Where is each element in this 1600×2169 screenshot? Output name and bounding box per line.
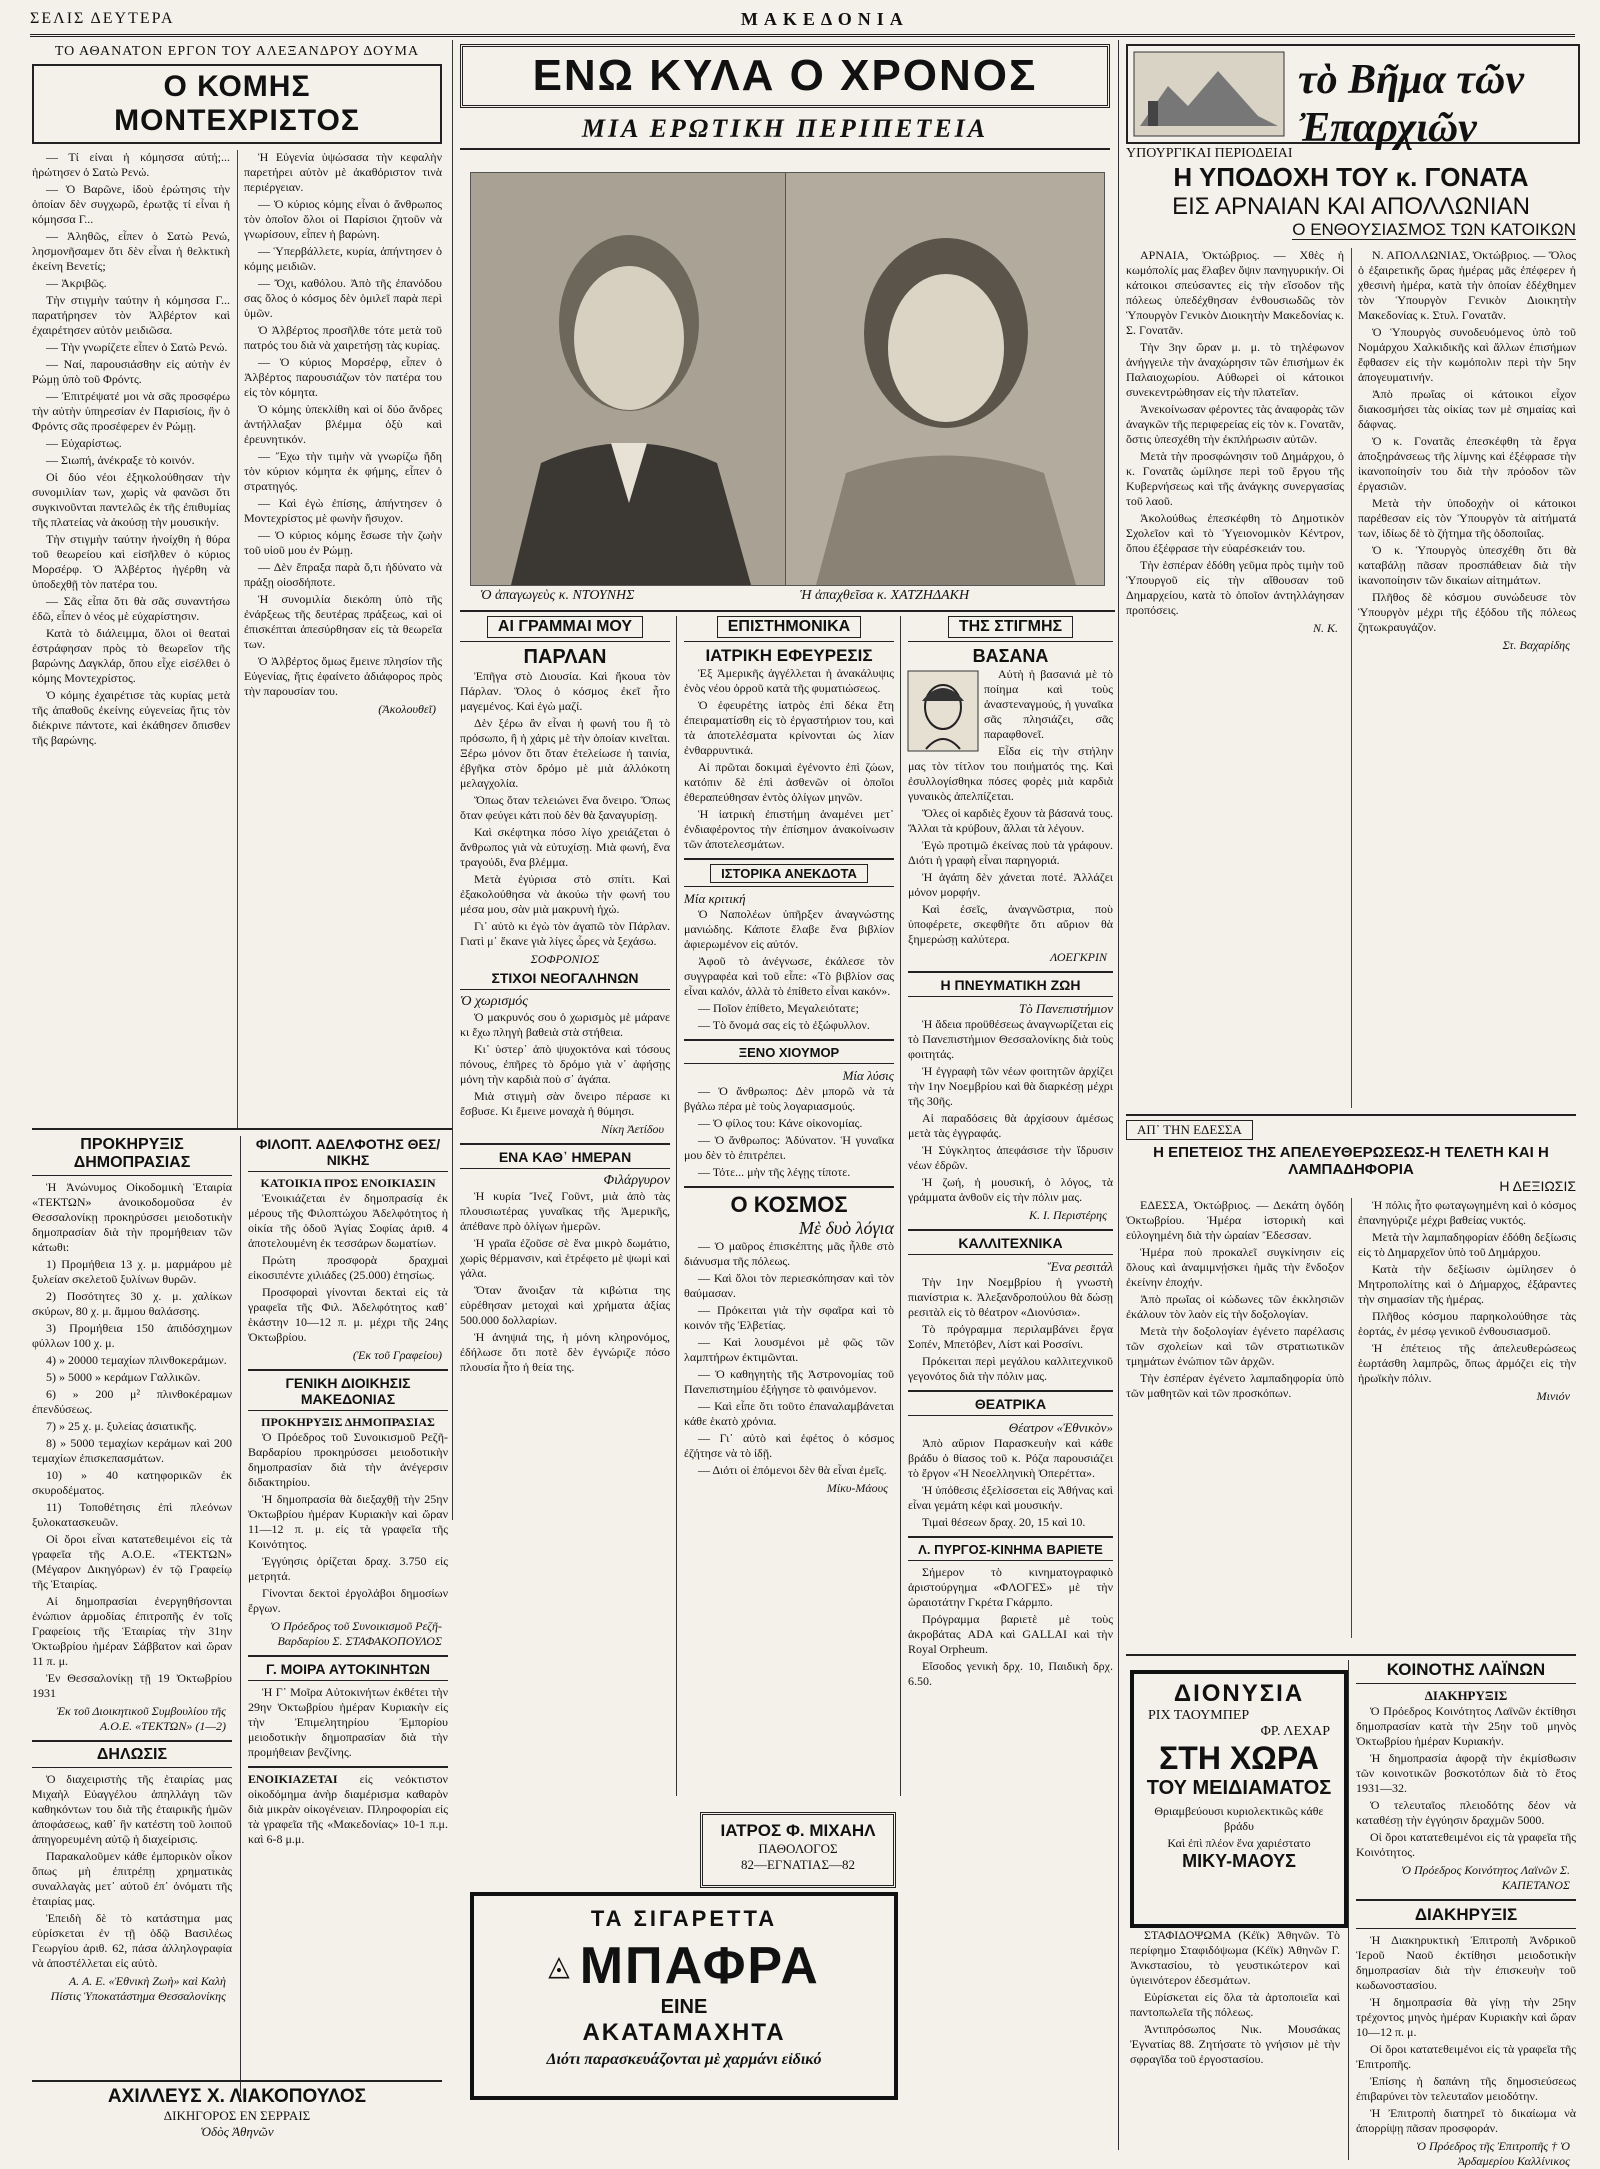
- paragraph: Ἡ Γ᾽ Μοῖρα Αὐτοκινήτων ἐκθέτει τὴν 29ην Ὀκτωβρίου ἡμέραν Κυριακὴν εἰς τὴν Ἐπιμελητηρίου Ἐμπορίου μειοδοτικὴν δημοπρασίαν διὰ τὴν προμήθειαν βενζίνης.: [248, 1685, 448, 1759]
- edessa-body: [1126, 1198, 1576, 1638]
- spiritual-head: Η ΠΝΕΥΜΑΤΙΚΗ ΖΩΗ: [908, 977, 1113, 997]
- paragraph: — Τὸ ὄνομά σας εἰς τὸ ἐξώφυλλον.: [698, 1018, 870, 1032]
- paragraph: — Ὄχι, καθόλου. Ἀπὸ τῆς ἐπανόδου σας ὅλος ὁ κόσμος δὲν ὁμιλεῖ παρὰ περὶ ὑμῶν.: [244, 276, 442, 320]
- humor-body: [684, 1084, 894, 1180]
- diakiryxis-body: [1356, 1933, 1576, 2136]
- paragraph: Ἐν Θεσσαλονίκῃ τῇ 19 Ὀκτωβρίου 1931: [32, 1671, 232, 1700]
- portrait-woman-icon: [786, 173, 1104, 585]
- provinces-body-wrap: [1126, 248, 1576, 1108]
- provinces-logo-box: [1126, 44, 1580, 151]
- cigarette-mid2: ΑΚΑΤΑΜΑΧΗΤΑ: [582, 2019, 786, 2046]
- paragraph: Ἡ Ἀνώνυμος Οἰκοδομικὴ Ἑταιρία «ΤΕΚΤΩΝ» ἀνοικοδομοῦσα ἐν Θεσσαλονίκῃ προκηρύσσει μειοδοτικὴν δημοπρασίαν διὰ τὴν προμήθειαν τῶν κάτωθι:: [32, 1180, 232, 1254]
- stigmis-head: ΤΗΣ ΣΤΙΓΜΗΣ: [908, 616, 1113, 642]
- arts-body: [908, 1275, 1113, 1384]
- lainon-sign: Ὁ Πρόεδρος Κοινότητος Λαϊνῶν Σ. ΚΑΠΕΤΑΝΟΣ: [1401, 1863, 1570, 1892]
- world-sign: Μίκυ-Μάους: [826, 1481, 888, 1495]
- paragraph: Ἐπίσης ἡ δαπάνη τῆς δημοσιεύσεως ἐπιβαρύνει τὸν τελευταῖον μειοδότην.: [1356, 2074, 1576, 2103]
- rental-text: εἰς νεόκτιστον οἰκοδόμημα ἀνὴρ διαμέρισμα καθαρὸν διὰ μικρὰν οἰκογένειαν. Πληροφορίαι εἰς τὰ γραφεῖα τῆς «Μακεδονίας» 10-1 π.μ. καὶ 6-8 μ.μ.: [248, 1772, 448, 1846]
- provinces-kicker: ΥΠΟΥΡΓΙΚΑΙ ΠΕΡΙΟΔΕΙΑΙ: [1126, 146, 1293, 161]
- paragraph: Ἡ Εὐγενία ὑψώσασα τὴν κεφαλὴν παρετήρει αὐτὸν μὲ ἀκαθόριστον τινὰ περιέργειαν.: [244, 150, 442, 194]
- paragraph: 8) » 5000 τεμαχίων κεράμων καὶ 200 τεμαχίων ἐπισκεπασμάτων.: [32, 1436, 232, 1465]
- paragraph: — Καὶ λουσμένοι μὲ φῶς τῶν λαμπτήρων ἐκτιμῶνται.: [684, 1335, 894, 1364]
- paragraph: 5) » 5000 » κεράμων Γαλλικῶν.: [46, 1370, 201, 1384]
- paragraph: Ἡ γραῖα ἐζοῦσε σὲ ἕνα μικρὸ δωμάτιο, χωρὶς θέρμανσιν, καὶ ἐτρέφετο μὲ ψωμὶ καὶ γάλα.: [460, 1236, 670, 1280]
- edessa-title: Η ΕΠΕΤΕΙΟΣ ΤΗΣ ΑΠΕΛΕΥΘΕΡΩΣΕΩΣ-Η ΤΕΛΕΤΗ ΚΑΙ Η ΛΑΜΠΑΔΗΦΟΡΙΑ: [1153, 1144, 1549, 1178]
- spiritual-body: [908, 1017, 1113, 1205]
- paragraph: Ὁ τελευταῖος πλειοδότης δέον νὰ καταθέσῃ τὴν ἐγγύησιν δραχμῶν 5000.: [1356, 1798, 1576, 1827]
- paragraph: Ὁ ἐφευρέτης ἰατρὸς ἐπὶ δέκα ἔτη ἐπειραματίσθη εἰς τὸ ἐργαστήριον του, καὶ τὰ ἀποτελέσματα κρίνονται ὡς λίαν ἐνθαρρυντικά.: [684, 698, 894, 757]
- portrait-man-icon: [471, 173, 786, 585]
- paragraph: Τὴν ἑσπέραν ἐδόθη γεῦμα πρὸς τιμὴν τοῦ Ὑπουργοῦ εἰς τὴν αἴθουσαν τοῦ Δημαρχείου, κατὰ τὸ ὁποῖον ἀντηλλάγησαν προπόσεις.: [1126, 558, 1344, 617]
- paragraph: Ὁ Ἀλβέρτος προσῆλθε τότε μετὰ τοῦ πατρός του διὰ νὰ χαιρετήσῃ τὰς κυρίας.: [244, 323, 442, 352]
- paragraph: Καὶ ἐσεῖς, ἀναγνῶστρια, ποὺ ὑποφέρετε, σκεφθῆτε ὅτι αὔριον θὰ ξημερώσῃ καλύτερα.: [908, 902, 1113, 946]
- lainon-body: [1356, 1704, 1576, 1860]
- paragraph: Ἡ δημοπρασία θὰ διεξαχθῇ τὴν 25ην Ὀκτωβρίου ἡμέραν Κυριακὴν καὶ ὥραν 11—12 π. μ. εἰς τὰ γραφεῖα τῆς Κοινότητος.: [248, 1492, 448, 1551]
- science-body: [684, 666, 894, 852]
- paragraph: — Ὁ ἄνθρωπος: Ἀδύνατον. Ἡ γυναῖκα μου δὲν τὸ ἐπιτρέπει.: [684, 1133, 894, 1162]
- cigarette-bottom: Διότι παρασκευάζονται μὲ χαρμάνι εἰδικό: [546, 2051, 822, 2068]
- paragraph: Ὁ διαχειριστὴς τῆς ἑταιρίας μας Μιχαὴλ Εὐαγγέλου ἀπηλλάγη τῶν καθηκόντων του διὰ τῆς ἐταιρικῆς ἡμῶν ἀποφάσεως, καθ᾽ ἣν κατέστη τοῦ λοιποῦ ἀπηγορευμένη αὐτῷ ἡ διαχείρισις.: [32, 1772, 232, 1846]
- provinces-title-2: ΕΙΣ ΑΡΝΑΙΑΝ ΚΑΙ ΑΠΟΛΛΩΝΙΑΝ: [1172, 193, 1530, 220]
- paragraph: — Ποῖον ἐπίθετο, Μεγαλειότατε;: [698, 1001, 859, 1015]
- theatre-body: [908, 1436, 1113, 1530]
- paragraph: 11) Τοποθέτησις ἐπὶ πλεόνων ξυλοκατασκευῶν.: [32, 1500, 232, 1529]
- paragraph: — Ὑπερβάλλετε, κυρία, ἀπήντησεν ὁ κόμης μειδιῶν.: [244, 244, 442, 273]
- paragraph: Τὸ πρόγραμμα περιλαμβάνει ἔργα Σοπέν, Μπετόβεν, Λίστ καὶ Ροσσίνι.: [908, 1322, 1113, 1351]
- paragraph: Αἱ παραδόσεις θὰ ἀρχίσουν ἀμέσως μετὰ τὰς ἐγγραφάς.: [908, 1111, 1113, 1140]
- paragraph: Ὁ Ἀλβέρτος ὅμως ἔμεινε πλησίον τῆς Εὐγενίας, ἥτις ἐφαίνετο ἀδιάφορος πρὸς τὴν παρουσίαν του.: [244, 654, 442, 698]
- serial-continued: (Ἀκολουθεῖ): [378, 702, 436, 716]
- paragraph: — Ἐπιτρέψατέ μοι νὰ σᾶς προσφέρω τὴν αὐτὴν ὑπηρεσίαν ἐν Παρισίοις, ἣν ὁ Φρόντς σᾶς προσέφερεν ἐν Ρώμῃ.: [32, 389, 230, 433]
- world-title: Μὲ δυὸ λόγια: [798, 1218, 894, 1238]
- paragraph: Τὴν στιγμὴν ταύτην ἠνοίχθη ἡ θύρα τοῦ θεωρείου καὶ εἰσῆλθεν ὁ κύριος Μορσέρφ. Ὁ Ἀλβέρτος ἠγέρθη νὰ ὑποδεχθῇ τὸν πατέρα του.: [32, 532, 230, 591]
- section-rule: [1126, 1654, 1576, 1656]
- general-admin-sub: ΠΡΟΚΗΡΥΞΙΣ ΔΗΜΟΠΡΑΣΙΑΣ: [261, 1415, 435, 1429]
- right-notices: [1356, 1660, 1576, 2168]
- paragraph: Ὁ Πρόεδρος τοῦ Συνοικισμοῦ Ρεζῆ-Βαρδαρίου προκηρύσσει μειοδοτικὴν δημοπρασίαν διὰ τὴν ἀνέγερσιν διδακτηρίου.: [248, 1430, 448, 1489]
- rental-title: ΕΝΟΙΚΙΑΖΕΤΑΙ: [248, 1772, 338, 1786]
- doctor-address: 82—ΕΓΝΑΤΙΑΣ—82: [740, 1857, 856, 1872]
- paragraph: Οἱ ὅροι εἶναι κατατεθειμένοι εἰς τὰ γραφεῖα τῆς Α.Ο.Ε. «ΤΕΚΤΩΝ» (Μέγαρον Δικηγόρων) ἐν τῷ Γραφείῳ τῆς Ἑταιρίας.: [32, 1532, 232, 1591]
- paragraph: Οἱ δύο νέοι ἐξηκολούθησαν τὴν συνομιλίαν των, χωρὶς νὰ φανῶσι ὅτι συγκινοῦνται παντελῶς ἐκ τῆς ἐπιθυμίας τῆς πλατείας νὰ ἀκούσῃ τὴν μουσικήν.: [32, 470, 230, 529]
- paragraph: — Ὁ ἄνθρωπος: Δὲν μπορῶ νὰ τὰ βγάλω πέρα μὲ τοὺς λογαριασμούς.: [684, 1084, 894, 1113]
- paragraph: — Τί είναι ἡ κόμησσα αὐτή;... ἠρώτησεν ὁ Σατὼ Ρενώ.: [32, 150, 230, 179]
- cinema-film-1: ΣΤΗ ΧΩΡΑ: [1159, 1740, 1319, 1776]
- serial-title: Ο ΚΟΜΗΣ ΜΟΝΤΕΧΡΙΣΤΟΣ: [114, 70, 360, 137]
- paragraph: Ἡμέρα ποὺ προκαλεῖ συγκίνησιν εἰς ὅλους καὶ ἀναμιμνῄσκει ἡμᾶς τὴν ἔνδοξον ἐκείνην ἐποχήν.: [1126, 1245, 1344, 1289]
- paragraph: Ν. ΑΠΟΛΛΩΝΙΑΣ, Ὀκτώβριος. — Ὅλος ὁ ἐξαιρετικῆς ὥρας ἡμέρας μᾶς ἐπέφερεν ἡ χθεσινὴ ἡμέρα, κατὰ τὴν ὁποίαν ἐδέχθημεν τὸν Ὑπουργὸν Γενικὸν Διοικητὴν Μακεδονίας κ. Στυλ. Γονατᾶν.: [1358, 248, 1576, 322]
- paragraph: Οἱ ὅροι κατατεθειμένοι εἰς τὰ γραφεῖα τῆς Ἐπιτροπῆς.: [1356, 2042, 1576, 2071]
- photo-man: [470, 172, 787, 586]
- paragraph: Ὁ Πρόεδρος Κοινότητος Λαϊνῶν ἐκτίθησι δημοπρασίαν κατὰ τὴν 25ην τοῦ μηνὸς Ὀκτωβρίου ἡμέραν Κυριακήν.: [1356, 1704, 1576, 1748]
- edessa-sign: Μινιόν: [1536, 1389, 1570, 1403]
- auction-notice: [32, 1136, 232, 2003]
- cinema-ad: [1130, 1670, 1348, 1928]
- paragraph: Πρώτη προσφορὰ δραχμαὶ εἰκοσιπέντε χιλιάδες (25.000) ἐτησίως.: [248, 1253, 448, 1282]
- poems-sign: Νίκη Ἀετίδου: [601, 1122, 664, 1136]
- paragraph: — Ἀκριβῶς.: [46, 276, 107, 290]
- paragraph: — Πρόκειται γιὰ τὴν σφαῖρα καὶ τὸ κοινόν τῆς Ἑλβετίας.: [684, 1303, 894, 1332]
- feature-header: [460, 44, 1110, 164]
- paragraph: Ἀπὸ πρωΐας οἱ κάτοικοι εἶχον διακοσμήσει τὰς οἰκίας των μὲ σημαίας καὶ δάφνας.: [1358, 387, 1576, 431]
- column-divider: [676, 616, 677, 1796]
- science-head: ΕΠΙΣΤΗΜΟΝΙΚΑ: [684, 616, 894, 642]
- paragraph: Εἴσοδος γενικὴ δρχ. 10, Παιδικὴ δρχ. 6.50.: [908, 1659, 1113, 1688]
- anecdotes-title: Μία κριτική: [684, 891, 746, 906]
- paragraph: Προσφοραὶ γίνονται δεκταὶ εἰς τὰ γραφεῖα τῆς Φιλ. Ἀδελφότητος καθ᾽ ἑκάστην 10—12 π. μ. μέχρι τῆς 24ης Ὀκτωβρίου.: [248, 1285, 448, 1344]
- cinema-tag-1: Θριαμβεύουσι κυριολεκτικῶς κάθε βράδυ: [1154, 1804, 1324, 1833]
- provinces-body: [1126, 248, 1576, 1108]
- lawyer-ad: [32, 2080, 442, 2166]
- general-admin-body: [248, 1430, 448, 1616]
- paragraph: — Διότι οἱ ἑπόμενοι δὲν θὰ εἶναι ἐμεῖς.: [698, 1463, 887, 1477]
- paragraph: Καὶ σκέφτηκα πόσο λίγο χρειάζεται ὁ ἄνθρωπος γιὰ νὰ εὐτυχίσῃ. Μιὰ φωνή, ἕνα τραγούδι, ἕνα βλέμμα.: [460, 825, 670, 869]
- doctor-name: ΙΑΤΡΟΣ Φ. ΜΙΧΑΗΛ: [720, 1821, 876, 1840]
- philoptochos-body: [248, 1191, 448, 1345]
- paragraph: Μετὰ τὴν λαμπαδηφορίαν ἐδόθη δεξίωσις εἰς τὸ Δημαρχεῖον ὑπὸ τοῦ Δημάρχου.: [1358, 1230, 1576, 1259]
- paragraph: Ἐπειδὴ δὲ τὸ κατάστημα μας εὑρίσκεται ἐν τῇ ὁδῷ Βασιλέως Γεωργίου ἀριθ. 62, πάσα ἀλληλογραφία νὰ ἀποστέλλεται εἰς αὐτὸ.: [32, 1911, 232, 1970]
- paragraph: — Καὶ εἶπε ὅτι τοῦτο ἐπαναλαμβάνεται κάθε ἑκατὸ χρόνια.: [684, 1399, 894, 1428]
- provinces-title-1: Η ΥΠΟΔΟΧΗ ΤΟΥ κ. ΓΟΝΑΤΑ: [1173, 162, 1529, 192]
- diakiryxis-sign: Ὁ Πρόεδρος τῆς Ἐπιτροπῆς † Ὁ Ἀρδαμερίου Καλλίνικος: [1416, 2139, 1570, 2168]
- paragraph: Ἡ ἀγάπη δὲν χάνεται ποτέ. Ἀλλάζει μόνον μορφήν.: [908, 870, 1113, 899]
- declaration-title: ΔΗΛΩΣΙΣ: [32, 1746, 232, 1768]
- paragraph: — Σᾶς εἶπα ὅτι θὰ σᾶς συναντήσω ἐδῶ, εἶπεν ὁ νέος μὲ εὐχαρίστησιν.: [32, 594, 230, 623]
- paragraph: Ἐπῆγα στὸ Διουσία. Καὶ ἤκουα τὸν Πάρλαν. Ὅλος ὁ κόσμος ἐκεῖ ἦτο μαγεμένος. Καὶ ἐγὼ μαζί.: [460, 669, 670, 713]
- paragraph: Ἀνεκοίνωσαν φέροντες τὰς ἀναφορὰς τῶν ἀναγκῶν τῆς περιφερείας εἰς τὸν κ. Γονατᾶν, ὅστις ὑπεσχέθη τὴν ἐκπλήρωσιν αὐτῶν.: [1126, 402, 1344, 446]
- paragraph: 1) Προμήθεια 13 χ. μ. μαρμάρου μὲ ξυλείαν σκελετοῦ ξυλίνων θυρῶν.: [32, 1257, 232, 1286]
- paragraph: 3) Προμήθεια 150 ἀπιδόσχημων φύλλων 100 χ. μ.: [32, 1321, 232, 1350]
- paragraph: — Καὶ ἐγὼ ἐπίσης, ἀπήντησεν ὁ Μοντεχρίστος μὲ φωνὴν ἥσυχον.: [244, 496, 442, 525]
- serial-kicker: ΤΟ ΑΘΑΝΑΤΟΝ ΕΡΓΟΝ ΤΟΥ ΑΛΕΞΑΝΔΡΟΥ ΔΟΥΜΑ: [54, 44, 420, 59]
- lainon-title: ΚΟΙΝΟΤΗΣ ΛΑΪΝΩΝ: [1356, 1660, 1576, 1684]
- center-col-3: [908, 616, 1113, 2116]
- paragraph: Ἡ Ἐπιτροπὴ διατηρεῖ τὸ δικαίωμα νὰ ἀπορρίψῃ πᾶσαν προσφοράν.: [1356, 2106, 1576, 2135]
- diakiryxis-title: ΔΙΑΚΗΡΥΞΙΣ: [1356, 1905, 1576, 1929]
- paragraph: Πρόκειται περὶ μεγάλου καλλιτεχνικοῦ γεγονότος διὰ τὴν πόλιν μας.: [908, 1354, 1113, 1383]
- paragraph: Σήμερον τὸ κινηματογραφικὸ ἀριστούργημα «ΦΛΟΓΕΣ» μὲ τὴν ὡραιοτάτην Γκρέτα Γκάρμπο.: [908, 1565, 1113, 1609]
- poems-body: [460, 1010, 670, 1119]
- lawyer-address: Ὁδὸς Ἀθηνῶν: [200, 2124, 274, 2139]
- paragraph: Ὁ κόμης ὑπεκλίθη καὶ οἱ δύο ἄνδρες ἀντήλλαξαν βλέμμα ὀξὺ καὶ ἐρευνητικόν.: [244, 402, 442, 446]
- general-admin-title: ΓΕΝΙΚΗ ΔΙΟΙΚΗΣΙΣ ΜΑΚΕΔΟΝΙΑΣ: [248, 1375, 448, 1411]
- paragraph: Τὴν ἑσπέραν ἐγένετο λαμπαδηφορία ὑπὸ τῶν μαθητῶν καὶ τῶν προσκόπων.: [1126, 1371, 1344, 1400]
- column-divider: [452, 40, 453, 1520]
- masthead: [30, 4, 1575, 37]
- paragraph: — Γι᾽ αὐτὸ καὶ ἐφέτος ὁ κόσμος ἐζήτησε νὰ τὸ ἰδῇ.: [684, 1431, 894, 1460]
- triangle-icon: ◬: [548, 1951, 570, 1982]
- cinema-venue: ΔΙΟΝΥΣΙΑ: [1173, 1680, 1305, 1707]
- paragraph: Ὅταν ἄνοιξαν τὰ κιβώτια της εὑρέθησαν μετοχαὶ καὶ χρήματα ἀξίας 500.000 δολλαρίων.: [460, 1283, 670, 1327]
- doctor-spec: ΠΑΘΟΛΟΓΟΣ: [758, 1841, 838, 1856]
- center-col-2: [684, 616, 894, 1806]
- paragraph: Ἐγγύησις ὁρίζεται δραχ. 3.750 εἰς μετρητά.: [248, 1554, 448, 1583]
- paragraph: ΕΔΕΣΣΑ, Ὀκτώβριος. — Δεκάτη ὀγδόη Ὀκτωβρίου. Ἡμέρα ἱστορικὴ καὶ εὐλογημένη διὰ τὴν ὡραίαν Ἔδεσσαν.: [1126, 1198, 1344, 1242]
- paragraph: Ὅλες οἱ καρδιὲς ἔχουν τὰ βάσανά τους. Ἄλλαι τὰ κρύβουν, ἄλλαι τὰ λέγουν.: [908, 806, 1113, 835]
- paragraph: Αὐτὴ ἡ βασανιά μὲ τὸ ποίημα καὶ τοὺς ἀναστεναγμούς, ἡ γυναῖκα σᾶς πλησιάζει, σᾶς παραφθονεῖ.: [984, 667, 1113, 741]
- doctor-ad: [700, 1812, 896, 1888]
- paragraph: Μετὰ ἐγύρισα στὸ σπίτι. Καὶ ἐξακολούθησα νὰ ἀκούω τὴν φωνή του μέσα μου, σὰν μιὰ μακρυνὴ ἠχώ.: [460, 872, 670, 916]
- edessa-sub: Η ΔΕΞΙΩΣΙΣ: [1499, 1178, 1576, 1194]
- grammai-title: ΠΑΡΛΑΝ: [523, 646, 607, 668]
- grammai-head: ΑΙ ΓΡΑΜΜΑΙ ΜΟΥ: [460, 616, 670, 642]
- paragraph: Μιὰ στιγμὴ σὰν ὄνειρο πέρασε κι ἔσβυσε. Κι ἔμεινε μοναχὰ ἡ θύμησι.: [460, 1089, 670, 1118]
- cinema-film-2: ΤΟΥ ΜΕΙΔΙΑΜΑΤΟΣ: [1146, 1777, 1332, 1799]
- moira-body: [248, 1685, 448, 1760]
- philoptochos-title: ΦΙΛΟΠΤ. ΑΔΕΛΦΟΤΗΣ ΘΕΣ/ΝΙΚΗΣ: [248, 1136, 448, 1172]
- paragraph: Μετὰ τὴν δοξολογίαν ἐγένετο παρέλασις τῶν σχολείων καὶ τῶν στρατιωτικῶν τμημάτων ἐνώπιον τῶν ἀρχῶν.: [1126, 1324, 1344, 1368]
- paragraph: Οἱ ὅροι κατατεθειμένοι εἰς τὰ γραφεῖα τῆς Κοινότητος.: [1356, 1830, 1576, 1859]
- declaration-sign: Α. Α. Ε. «Ἐθνικὴ Ζωὴ» καὶ Καλὴ Πίστις Ὑποκατάστημα Θεσσαλονίκης: [50, 1974, 226, 2003]
- cinema-actors-1: ΡΙΧ ΤΑΟΥΜΠΕΡ: [1148, 1708, 1250, 1723]
- paragraph: ΣΤΑΦΙΔΟΨΩΜΑ (Κέϊκ) Ἀθηνῶν. Τὸ περίφημο Σταφιδόψωμα (Κέϊκ) Ἀθηνῶν Γ. Ἀνκστασίου, τὸ γευστικώτερον καὶ ὑγιεινότερον ἐδεσμάτων.: [1130, 1928, 1340, 1987]
- paragraph: — Ὁ κύριος κόμης εἶναι ὁ ἄνθρωπος τὸν ὁποῖον ὅλοι οἱ Παρίσιοι ζητοῦν νὰ γνωρίσουν, εἶπεν ἡ βαρώνη.: [244, 197, 442, 241]
- poems-head: ΣΤΙΧΟΙ ΝΕΟΓΑΛΗΝΩΝ: [460, 970, 670, 990]
- lainon-sub: ΔΙΑΚΗΡΥΞΙΣ: [1424, 1688, 1508, 1703]
- moira-title: Γ. ΜΟΙΡΑ ΑΥΤΟΚΙΝΗΤΩΝ: [248, 1661, 448, 1681]
- poems-title: Ὁ χωρισμός: [460, 994, 528, 1009]
- paragraph: Πλῆθος κόσμου παρηκολούθησε τὰς ἑορτάς, ἐν μέσῳ γενικοῦ ἐνθουσιασμοῦ.: [1358, 1309, 1576, 1338]
- philoptochos-sub: ΚΑΤΟΙΚΙΑ ΠΡΟΣ ΕΝΟΙΚΙΑΣΙΝ: [260, 1176, 436, 1190]
- provinces-sign-2: Στ. Βαχαρίδης: [1502, 638, 1570, 652]
- paragraph: Μετὰ τὴν ὑποδοχὴν οἱ κάτοικοι παρέθεσαν εἰς τὸν Ὑπουργὸν τὰ αἰτήματά των, ἰδίως δὲ τὸ ζήτημα τῆς ὁδοποιΐας.: [1358, 496, 1576, 540]
- paragraph: Ἡ δημοπρασία θὰ γίνῃ τὴν 25ην τρέχοντος μηνὸς ἡμέραν Κυριακὴν καὶ ὥραν 10—12 π. μ.: [1356, 1995, 1576, 2039]
- paragraph: Τὴν 1ην Νοεμβρίου ἡ γνωστὴ πιανίστρια κ. Ἀλεξανδροπούλου θὰ δώσῃ ρεσιτὰλ εἰς τὸ θέατρον «Διονύσια».: [908, 1275, 1113, 1319]
- pyrgos-head: Λ. ΠΥΡΓΟΣ-ΚΙΝΗΜΑ ΒΑΡΙΕΤΕ: [908, 1542, 1113, 1561]
- paragraph: Ἡ Σύγκλητος ἀπεφάσισε τὴν ἵδρυσιν νέων ἐδρῶν.: [908, 1143, 1113, 1172]
- paragraph: Δὲν ξέρω ἂν εἶναι ἡ φωνή του ἢ τὸ πρόσωπο, ἢ ἡ χάρις μὲ τὴν ὁποίαν κινεῖται. Ξέρω μόνον ὅτι ὅταν ἐτελείωσε ἡ ταινία, ἐβγῆκα στὸν δρόμο μὲ μιὰ ἀλλόκοτη μελαγχολία.: [460, 716, 670, 790]
- provinces-logo: τὸ Βῆμα τῶν Ἐπαρχιῶν: [1298, 57, 1524, 151]
- paragraph: Εὑρίσκεται εἰς ὅλα τὰ ἀρτοποιεῖα καὶ παντοπωλεῖα τῆς πόλεως.: [1130, 1990, 1340, 2019]
- column-divider: [900, 616, 901, 1796]
- paragraph: — Ὁ κύριος Μορσέρφ, εἶπεν ὁ Ἀλβέρτος παρουσιάζων τὸν πατέρα του εἰς τὸν κόμητα.: [244, 355, 442, 399]
- paragraph: — Τότε... μὴν τῆς λέγῃς τίποτε.: [698, 1165, 851, 1179]
- paragraph: Ἡ ἐγγραφὴ τῶν νέων φοιτητῶν ἀρχίζει τὴν 1ην Νοεμβρίου καὶ θὰ διαρκέσῃ μέχρι τῆς 30ῆς.: [908, 1064, 1113, 1108]
- cigarette-top: ΤΑ ΣΙΓΑΡΕΤΤΑ: [590, 1906, 778, 1931]
- paragraph: Κι᾽ ὑστερ᾽ ἀπὸ ψυχοκτόνα καὶ τόσους πόνους, ἐπῆρες τὸ δρόμο γιὰ ν᾽ ἀφήσῃς μόνη τὴν καρδιὰ ποὺ σ᾽ ἀγάπα.: [460, 1042, 670, 1086]
- center-col-1: [460, 616, 670, 1806]
- paragraph: — Ἀληθῶς, εἶπεν ὁ Σατὼ Ρενώ, λησμονῆσαμεν ὅτι δὲν εἶναι ἡ θελκτικὴ ἐκείνη Βενετίς;: [32, 229, 230, 273]
- paragraph: Ἀπὸ πρωΐας οἱ κώδωνες τῶν ἐκκλησιῶν ἐκάλουν τὸν λαὸν εἰς τὴν δοξολογίαν.: [1126, 1292, 1344, 1321]
- provinces-subtitle-wrap: [1126, 220, 1576, 244]
- paragraph: Ἡ ὑπόθεσις ἐξελίσσεται εἰς Ἀθήνας καὶ εἶναι γεμάτη κέφι καὶ μουσικήν.: [908, 1483, 1113, 1512]
- paragraph: — Ὁ φίλος του: Κάνε οἰκονομίας.: [698, 1116, 863, 1130]
- declaration-body: [32, 1772, 232, 1971]
- paragraph: Εἶδα εἰς τὴν στήλην μας τὸν τίτλον του ποιήματός της. Καὶ ἐσυλλογίσθηκα πόσες φορὲς μιὰ καρδιὰ γυναικὸς ἀπελπίζεται.: [908, 744, 1113, 803]
- cigarette-brand: ΜΠΑΦΡΑ: [579, 1937, 820, 1995]
- paragraph: Μετὰ τὴν προσφώνησιν τοῦ Δημάρχου, ὁ κ. Γονατᾶς ὡμίλησε περὶ τοῦ ἔργου τῆς Κυβερνήσεως καὶ τῆς ἀνάγκης συνεργασίας τοῦ λαοῦ.: [1126, 449, 1344, 508]
- lawyer-name: ΑΧΙΛΛΕΥΣ Χ. ΛΙΑΚΟΠΟΥΛΟΣ: [107, 2086, 367, 2107]
- paragraph: — Εὐχαρίστως.: [46, 436, 122, 450]
- paragraph: Τὴν 3ην ὥραν μ. μ. τὸ τηλέφωνον ἀνήγγειλε τὴν ἀναχώρησιν τῶν ἐπισήμων ἐκ Παλαιοχωρίου. Αὐθωρεὶ οἱ κάτοικοι συνεκεντρώθησαν εἰς τὴν πλατεῖαν.: [1126, 340, 1344, 399]
- paragraph: Κατὰ τὴν δεξίωσιν ὡμίλησεν ὁ Μητροπολίτης καὶ ὁ Δήμαρχος, ἐξάραντες τὴν σημασίαν τῆς ἡμέρας.: [1358, 1262, 1576, 1306]
- cinema-tag-2: Καὶ ἐπὶ πλέον ἕνα χαριέστατο: [1167, 1836, 1311, 1850]
- paragraph: — Δὲν ἔπραξα παρὰ ὅ,τι ἠδύνατο νὰ πράξῃ οἱοσδήποτε.: [244, 560, 442, 589]
- caption-left: Ὁ ἀπαγωγεὺς κ. ΝΤΟΥΝΗΣ: [480, 588, 635, 603]
- paragraph: Ὁ κόμης ἐχαιρέτισε τὰς κυρίας μετὰ τῆς ἀπαθοῦς ἐκείνης εὐγενείας ἥτις τὸν διέκρινε πάντοτε, καὶ ἐκάθησεν ὄπισθεν τῆς βαρώνης.: [32, 688, 230, 747]
- paragraph: — Ὁ κύριος κόμης ἔσωσε τὴν ζωὴν τοῦ υἱοῦ μου ἐν Ρώμῃ.: [244, 528, 442, 557]
- humor-title: Μία λύσις: [842, 1068, 894, 1083]
- paragraph: 7) » 25 χ. μ. ξυλείας ἀσιατικῆς.: [46, 1419, 197, 1433]
- paragraph: Ὁ Ὑπουργὸς συνοδευόμενος ὑπὸ τοῦ Νομάρχου Χαλκιδικῆς καὶ ἄλλων ἐπισήμων ἔφθασεν εἰς τὴν κωμόπολιν περὶ τὴν 5ην ἀπογευματινήν.: [1358, 325, 1576, 384]
- paragraph: — Τὴν γνωρίζετε εἶπεν ὁ Σατὼ Ρενώ.: [46, 340, 228, 354]
- provinces-header: [1126, 146, 1576, 220]
- grammai-sign: ΣΟΦΡΟΝΙΟΣ: [530, 952, 600, 966]
- paragraph: 10) » 40 κατηφορικῶν ἐκ σκυροδέματος.: [32, 1468, 232, 1497]
- paragraph: 2) Ποσότητες 30 χ. μ. χαλίκων σκύρων, 80 χ. μ. ἄμμου θαλάσσης.: [32, 1289, 232, 1318]
- paragraph: Ἡ πόλις ἦτο φωταγωγημένη καὶ ὁ κόσμος ἐπανηγύριζε μέχρι βαθείας νυκτός.: [1358, 1198, 1576, 1227]
- paragraph: Ἀπὸ αὔριον Παρασκευὴν καὶ κάθε βράδυ ὁ θίασος τοῦ κ. Ρόζα παρουσιάζει τὸ ἔργον «Ἡ Νεοελληνικὴ Ὀπερέττα».: [908, 1436, 1113, 1480]
- paragraph: — Ὁ Βαρῶνε, ἰδοὺ ἐρώτησις τὴν ὁποίαν δὲν συγχωρῶ, ἐρωτᾷς τί εἶναι ἡ κόμησσα Γ...: [32, 182, 230, 226]
- paragraph: Ἀκολούθως ἐπεσκέφθη τὸ Δημοτικὸν Σχολεῖον καὶ τὸ Ὑγειονομικὸν Κέντρον, ὅπου ἐξέφρασε τὴν εὐαρέσκειάν του.: [1126, 511, 1344, 555]
- paragraph: — Σιωπή, ἀνέκραξε τὸ κοινόν.: [46, 453, 195, 467]
- page-number: ΣΕΛΙΣ ΔΕΥΤΕΡΑ: [30, 10, 175, 27]
- paragraph: 6) » 200 μ² πλινθοκέραμων ἐπενδύσεως.: [32, 1387, 232, 1416]
- provinces-subtitle: Ο ΕΝΘΟΥΣΙΑΣΜΟΣ ΤΩΝ ΚΑΤΟΙΚΩΝ: [1292, 220, 1576, 239]
- paragraph: Ὁ μακρυνός σου ὁ χωρισμὸς μὲ μάρανε κι ἔχω πληγὴ βαθειὰ στὰ στήθεια.: [460, 1010, 670, 1039]
- edessa-section: [1126, 1120, 1576, 1650]
- humor-head: ΞΕΝΟ ΧΙΟΥΜΟΡ: [684, 1045, 894, 1064]
- paragraph: Ἀντιπρόσωπος Νικ. Μουσάκας Ἐγνατίας 88. Ζητήσατε τὸ γνήσιον μὲ τὴν σφραγῖδα τοῦ ἐργοστασίου.: [1130, 2022, 1340, 2066]
- anecdotes-body: [684, 907, 894, 1033]
- theatre-title: Θέατρον «Ἐθνικὸν»: [1008, 1420, 1113, 1435]
- section-rule: [460, 610, 1115, 612]
- cinema-tag-3: ΜΙΚΥ-ΜΑΟΥΣ: [1182, 1851, 1296, 1871]
- cigarette-mid1: ΕΙΝΕ: [660, 1996, 708, 2018]
- serial-column: [32, 44, 442, 1124]
- world-head: Ο ΚΟΣΜΟΣ: [730, 1192, 848, 1217]
- stigmis-title: ΒΑΣΑΝΑ: [972, 646, 1049, 666]
- paragraph: Ἡ ἀνηψιά της, ἡ μόνη κληρονόμος, ἐδήλωσε ὅτι ποτὲ δὲν ἐγνώριζε πόσο πλουσία ἦτο ἡ θεία της.: [460, 1330, 670, 1374]
- feature-title-box: [460, 44, 1110, 108]
- paragraph: Ἀφοῦ τὸ ἀνέγνωσε, ἐκάλεσε τὸν συγγραφέα καὶ τοῦ εἶπε: «Τὸ βιβλίον σας εἶναι καλόν, ἀλλὰ τὸ ἐπίθετο εἶναι κακόν».: [684, 954, 894, 998]
- paragraph: Πρόγραμμα βαριετὲ μὲ τοὺς ἀκροβάτας ADA καὶ GALLAI καὶ τὴν Royal Orpheum.: [908, 1612, 1113, 1656]
- auction-title: ΠΡΟΚΗΡΥΞΙΣ ΔΗΜΟΠΡΑΣΙΑΣ: [32, 1136, 232, 1176]
- feature-subtitle: ΜΙΑ ΕΡΩΤΙΚΗ ΠΕΡΙΠΕΤΕΙΑ: [460, 114, 1110, 150]
- paragraph: Πλῆθος δὲ κόσμου συνώδευσε τὸν Ὑπουργὸν μέχρι τῆς ἐξόδου τῆς πόλεως ζητωκραυγάζον.: [1358, 590, 1576, 634]
- auction-body: [32, 1180, 232, 1701]
- world-body: [684, 1239, 894, 1478]
- spiritual-subtitle: Τὸ Πανεπιστήμιον: [1018, 1001, 1113, 1016]
- paragraph: — Ναί, παρουσιάσθην εἰς αὐτὴν ἐν Ρώμῃ ὑπὸ τοῦ Φρόντς.: [32, 357, 230, 386]
- spiritual-sign: Κ. Ι. Περιστέρης: [1028, 1208, 1107, 1222]
- section-rule: [1126, 1114, 1576, 1116]
- paragraph: Κατὰ τὸ διάλειμμα, ὅλοι οἱ θεαταὶ ἐστράφησαν πρὸς τὸ θεωρεῖον τῆς βαρώνης Δαγκλάρ, ὅπου εἶχε εἰσέλθει ὁ κόμης Μοντεχρίστος.: [32, 626, 230, 685]
- provinces-sign-1: Ν. Κ.: [1312, 621, 1338, 635]
- paragraph: Ὁ Ναπολέων ὑπῆρξεν ἀναγνώστης μανιώδης. Κάποτε ἔλαβε ἕνα βιβλίον ἀφιερωμένον εἰς αὐτόν.: [684, 907, 894, 951]
- paragraph: Ἐγὼ προτιμῶ ἐκείνας ποὺ τὰ γράφουν. Διότι ἡ γραφὴ εἶναι παρηγοριά.: [908, 838, 1113, 867]
- paragraph: Ὁ κ. Γονατᾶς ἐπεσκέφθη τὰ ἔργα ἀποξηράνσεως τῆς λίμνης καὶ ἐξέφρασε τὴν ἱκανοποίησίν του διὰ τὴν πρόοδον τῶν ἐργασιῶν.: [1358, 434, 1576, 493]
- paragraph: — Ἔχω τὴν τιμὴν νὰ γνωρίζω ἤδη τὸν κύριον κόμητα ἐκ φήμης, εἶπεν ὁ στρατηγός.: [244, 449, 442, 493]
- arts-title: Ἕνα ρεσιτάλ: [1047, 1259, 1113, 1274]
- staphida-body: [1130, 1928, 1340, 2067]
- feature-title: ΕΝΩ ΚΥΛΑ Ο ΧΡΟΝΟΣ: [532, 51, 1038, 100]
- paragraph: Γίνονται δεκτοὶ ἐργολάβοι δημοσίων ἔργων.: [248, 1586, 448, 1615]
- stigmis-sign: ΛΟΕΓΚΡΙΝ: [1050, 950, 1107, 964]
- column-divider: [1118, 40, 1119, 2150]
- paragraph: Ἡ ἰατρικὴ ἐπιστήμη ἀναμένει μετ᾽ ἐνδιαφέροντος τὴν ἐπίσημον ἀνακοίνωσιν τῶν ἀποτελεσμάτων.: [684, 807, 894, 851]
- woman-sketch-icon: [908, 671, 978, 751]
- paragraph: Ὁ κ. Ὑπουργὸς ὑπεσχέθη ὅτι θὰ καταβάλῃ πᾶσαν προσπάθειαν διὰ τὴν ἱκανοποίησιν τῶν δικαίων αἰτημάτων.: [1358, 543, 1576, 587]
- auction-sign: Ἐκ τοῦ Διοικητικοῦ Συμβουλίου τῆς Α.Ο.Ε. «ΤΕΚΤΩΝ» (1—2): [56, 1704, 226, 1733]
- paragraph: Ἐνοικιάζεται ἐν δημοπρασίᾳ ἐκ μέρους τῆς Φιλοπτώχου Ἀδελφότητος ἡ οἰκία τῆς ὁδοῦ Ἁγίας Σοφίας ἀριθ. 4 ἀποτελουμένη ἐκ τεσσάρων δωματίων.: [248, 1191, 448, 1250]
- column-divider: [1348, 1660, 1349, 2160]
- arts-head: ΚΑΛΛΙΤΕΧΝΙΚΑ: [908, 1235, 1113, 1255]
- pyrgos-body: [908, 1565, 1113, 1689]
- paragraph: Ἡ ἄδεια προϋθέσεως ἀναγνωρίζεται εἰς τὸ Πανεπιστήμιον Θεσσαλονίκης διὰ τοὺς φοιτητάς.: [908, 1017, 1113, 1061]
- paragraph: ΑΡΝΑΙΑ, Ὀκτώβριος. — Χθὲς ἡ κωμόπολίς μας ἔλαβεν ὄψιν πανηγυρικήν. Οἱ κάτοικοι σπεύσαντες εἰς τὴν εἴσοδον τῆς πόλεως ὑπεδέχθησαν ἐνθουσιωδῶς τὸν Ὑπουργὸν Γενικὸν Διοικητὴν Μακεδονίας κ. Σ. Γονατᾶν.: [1126, 248, 1344, 337]
- edessa-kicker: ΑΠ᾽ ΤΗΝ ΕΔΕΣΣΑ: [1126, 1120, 1576, 1140]
- cinema-actors-2: ΦΡ. ΛΕΧΑΡ: [1260, 1724, 1330, 1739]
- daily-title: Φιλάργυρον: [603, 1173, 670, 1188]
- paragraph: — Καὶ ὅλοι τὸν περιεσκόπησαν καὶ τὸν θαύμασαν.: [684, 1271, 894, 1300]
- serial-body: [32, 150, 442, 1130]
- paragraph: Αἱ πρῶται δοκιμαὶ ἐγένοντο ἐπὶ ζώων, κατόπιν δὲ ἐπὶ ἀσθενῶν οἱ ὁποῖοι ἐθεραπεύθησαν ἐντὸς ὀλίγων μηνῶν.: [684, 760, 894, 804]
- caption-right: Ἡ ἀπαχθεῖσα κ. ΧΑΤΖΗΔΑΚΗ: [800, 588, 970, 603]
- daily-head: ΕΝΑ ΚΑΘ᾽ ΗΜΕΡΑΝ: [460, 1149, 670, 1169]
- paper-name: ΜΑΚΕΔΟΝΙΑ: [740, 8, 909, 29]
- paragraph: — Ὁ καθηγητὴς τῆς Ἀστρονομίας τοῦ Πανεπιστημίου ἐξήγησε τὸ φαινόμενον.: [684, 1367, 894, 1396]
- paragraph: Αἱ δημοπρασίαι ἐνεργηθήσονται ἐνώπιον ἀρμοδίας ἐπιτροπῆς ἐν τοῖς Γραφείοις τῆς Ἑταιρίας τὴν 31ην Ὀκτωβρίου ἡμέραν Σάββατον καὶ ὥραν 11 π. μ.: [32, 1594, 232, 1668]
- paragraph: Ἡ Διακηρυκτικὴ Ἐπιτροπὴ Ἀνδρικοῦ Ἱεροῦ Ναοῦ ἐκτίθησι μειοδοτικὴν δημοπρασίαν διὰ τὴν ἐπισκευὴν τοῦ κωδωνοστασίου.: [1356, 1933, 1576, 1992]
- philoptochos-sign: (Ἐκ τοῦ Γραφείου): [352, 1348, 442, 1362]
- cigarette-ad: [470, 1892, 898, 2100]
- serial-title-box: [32, 64, 442, 144]
- paragraph: Γι᾽ αὐτὸ κι ἐγὼ τὸν ἀγαπῶ τὸν Πάρλαν. Γιατὶ μ᾽ ἔκανε γιὰ λίγες ὧρες νὰ ξεχάσω.: [460, 919, 670, 948]
- science-title: ΙΑΤΡΙΚΗ ΕΦΕΥΡΕΣΙΣ: [705, 646, 873, 665]
- paragraph: Παρακαλοῦμεν κάθε ἐμπορικὸν οἶκον ὅπως μὴ ἐπιτρέπῃ χρηματικὰς συναλλαγὰς μετ᾽ αὐτοῦ ἐπ᾽ ὀνόματι τῆς ἑταιρίας μας.: [32, 1849, 232, 1908]
- paragraph: Ἡ κυρία Ἴνεζ Γοῦντ, μιὰ ἀπὸ τὰς πλουσιωτέρας γυναῖκας τῆς Ἀμερικῆς, ἀπέθανε πρὸ ὀλίγων ἡμερῶν.: [460, 1189, 670, 1233]
- theatre-head: ΘΕΑΤΡΙΚΑ: [908, 1396, 1113, 1416]
- daily-body: [460, 1189, 670, 1375]
- paragraph: Τὴν στιγμὴν ταύτην ἡ κόμησσα Γ... παρατήρησεν τὸν Ἀλβέρτον καὶ ἐχαιρέτησεν αὐτὸν μειδιῶσα.: [32, 293, 230, 337]
- staphida-ad: [1130, 1928, 1340, 2158]
- paragraph: Τιμαὶ θέσεων δραχ. 20, 15 καὶ 10.: [922, 1515, 1086, 1529]
- paragraph: Ἐξ Ἀμερικῆς ἀγγέλλεται ἡ ἀνακάλυψις ἑνὸς νέου ὀρροῦ κατὰ τῆς φυματιώσεως.: [684, 666, 894, 695]
- rental-notice: [248, 1772, 448, 1847]
- general-admin-sign: Ὁ Πρόεδρος τοῦ Συνοικισμοῦ Ρεζῆ-Βαρδαρίου Σ. ΣΤΑΦΑΚΟΠΟΥΛΟΣ: [270, 1619, 442, 1648]
- photo-woman: [785, 172, 1105, 586]
- paragraph: 4) » 20000 τεμαχίων πλινθοκεράμων.: [46, 1353, 227, 1367]
- paragraph: Ἡ συνομιλία διεκόπη ὑπὸ τῆς ἐνάρξεως τῆς δευτέρας πράξεως, καὶ οἱ ἐπισκέπται ἀπεσύρθησαν εἰς τὰ θεωρεῖα των.: [244, 592, 442, 651]
- paragraph: — Ὁ μαῦρος ἐπισκέπτης μᾶς ἦλθε στὸ διάνυσμα τῆς πόλεως.: [684, 1239, 894, 1268]
- paragraph: Ὅπως ὅταν τελειώνει ἕνα ὄνειρο. Ὅπως ὅταν φεύγει κάτι ποὺ δὲν θὰ ξαναγυρίσῃ.: [460, 793, 670, 822]
- anecdotes-head: ΙΣΤΟΡΙΚΑ ΑΝΕΚΔΟΤΑ: [684, 864, 894, 887]
- notices-column: [248, 1136, 448, 2076]
- column-divider: [240, 1136, 241, 2096]
- grammai-body: [460, 669, 670, 949]
- lawyer-line: ΔΙΚΗΓΟΡΟΣ ΕΝ ΣΕΡΡΑΙΣ: [163, 2108, 311, 2123]
- section-rule: [32, 1128, 452, 1130]
- paragraph: Ἡ ἐπέτειος τῆς ἀπελευθερώσεως ἑωρτάσθη λαμπρῶς, ὅπως ἁρμόζει εἰς τὴν ἡρωϊκὴν πόλιν.: [1358, 1341, 1576, 1385]
- paragraph: Ἡ δημοπρασία ἀφορᾷ τὴν ἐκμίσθωσιν τῶν κοινοτικῶν βοσκοτόπων διὰ τὸ ἔτος 1931—32.: [1356, 1751, 1576, 1795]
- paragraph: Ἡ ζωή, ἡ μουσική, ὁ λόγος, τὰ γράμματα ἀνθοῦν εἰς τὴν πόλιν μας.: [908, 1175, 1113, 1204]
